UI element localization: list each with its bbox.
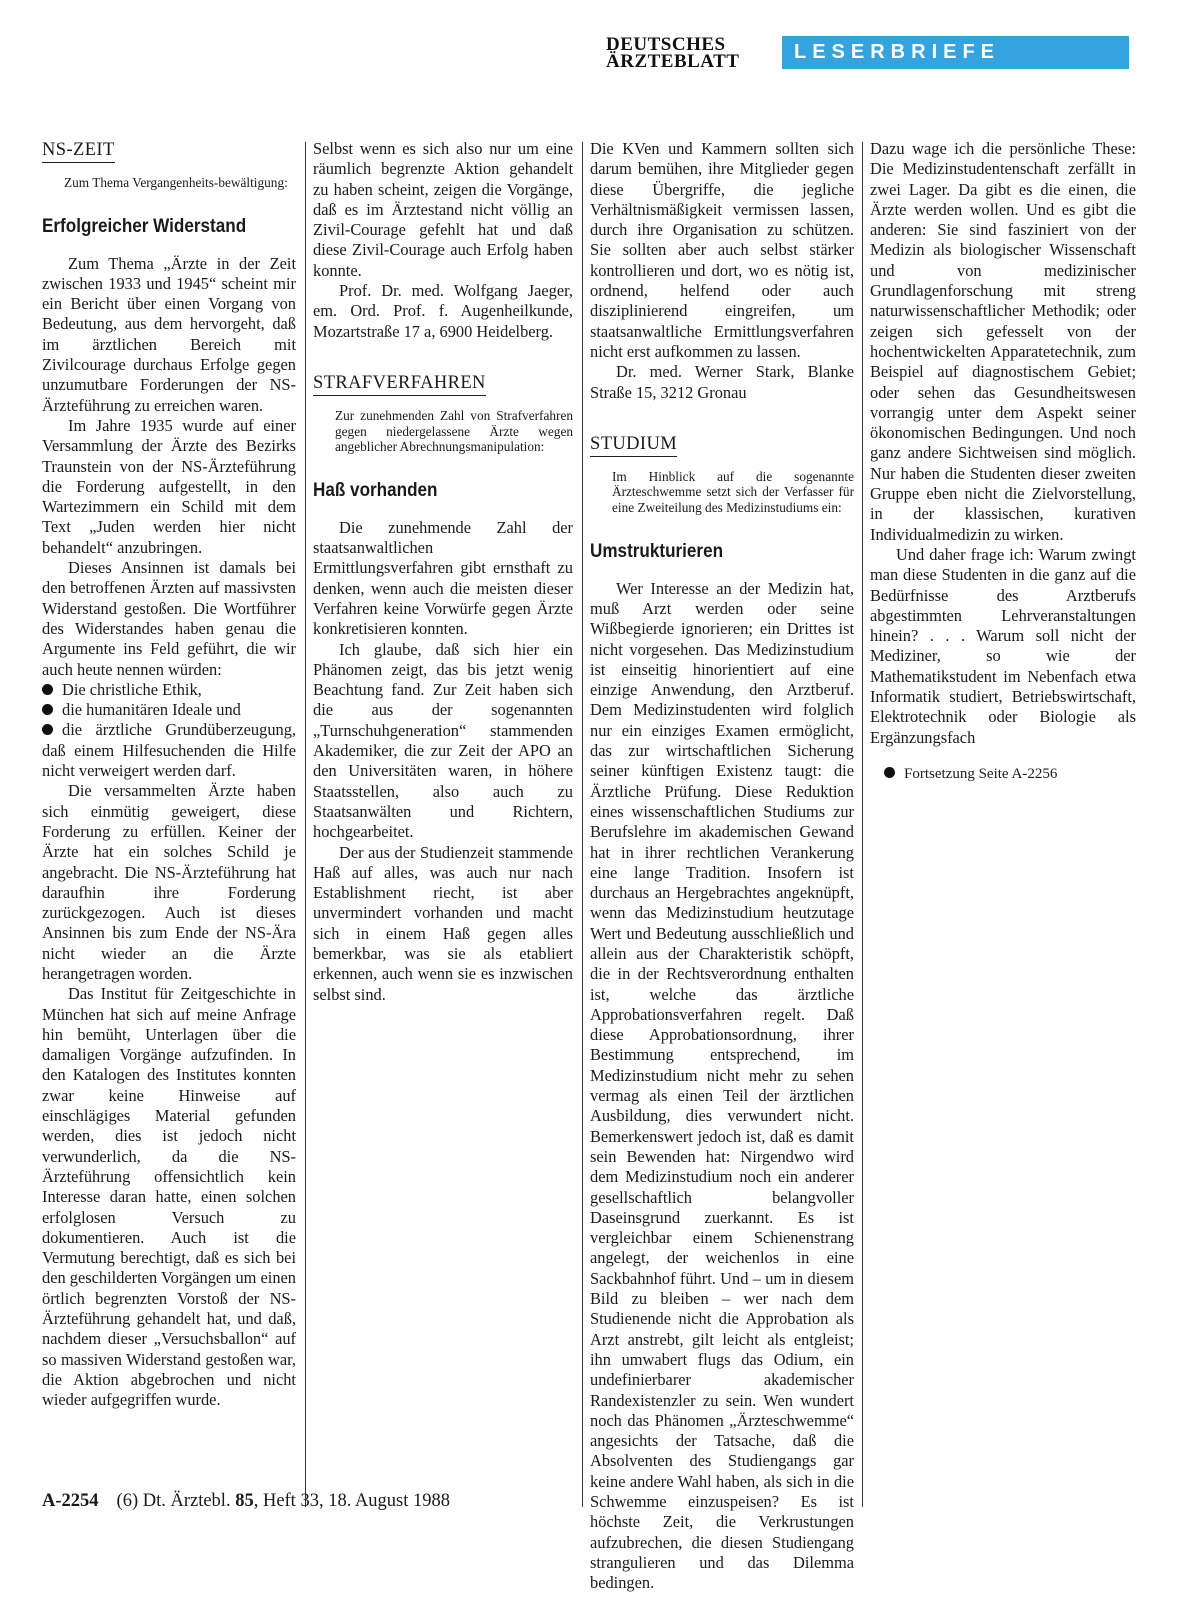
paragraph: Und daher frage ich: Warum zwingt man diese Studenten in die ganz auf die Bedürfnisse des Arztberufs abgestimmten Lehrveranstaltungen hinein? . . . Warum soll nicht der Mediziner, so wie der Mathematikstudent im Nebenfach etwa Informatik studiert, Betriebswirtschaft, Elektrotechnik oder Biologie als Ergänzungsfach <box>870 544 1136 747</box>
logo-line-1: DEUTSCHES <box>606 34 726 55</box>
section-kicker: STRAFVERFAHREN <box>313 372 486 396</box>
paragraph: Ich glaube, daß sich hier ein Phänomen zeigt, das bis jetzt wenig Beachtung fand. Zur Zeit haben sich die aus der sogenannten „Turnschuhgeneration“ stammenden Akademiker, die zur Zeit der APO an den Universitäten waren, in höhere Staatsstellen, also auch zu Staatsanwälten und Richtern, hochgearbeitet. <box>313 639 573 842</box>
article-headline: Umstrukturieren <box>590 540 724 562</box>
bullet-item <box>42 720 296 781</box>
article-teaser: Zur zunehmenden Zahl von Strafverfahren gegen niedergelassene Ärzte wegen angeblicher Abrechnungsmanipulation: <box>335 407 573 455</box>
page-number: A-2254 <box>42 1491 99 1511</box>
citation-pre: (6) Dt. Ärztebl. <box>116 1491 236 1511</box>
column-divider <box>305 142 306 1507</box>
bullet-text: die humanitären Ideale und <box>62 700 241 720</box>
bullet-text: Die christliche Ethik, <box>62 679 202 699</box>
page-footer <box>42 1490 742 1512</box>
paragraph: Im Jahre 1935 wurde auf einer Versammlung der Ärzte des Bezirks Traunstein von der NS-Ärzteführung die Forderung aufgestellt, in den Wartezimmern ein Schild mit dem Text „Juden werden hier nicht behandelt“ anzubringen. <box>42 415 296 557</box>
citation-post: , Heft 33, 18. August 1988 <box>253 1491 451 1511</box>
article-headline: Haß vorhanden <box>313 479 438 501</box>
column-4 <box>870 139 1136 1509</box>
section-rubric: LESERBRIEFE <box>782 36 1129 69</box>
article-teaser: Zum Thema Vergangenheits-bewältigung: <box>64 175 288 190</box>
bullet-item <box>42 700 296 720</box>
continuation-note <box>870 764 1136 784</box>
paragraph: Die KVen und Kammern sollten sich darum bemühen, ihre Mitglieder gegen diese Übergriffe, die jegliche Verhältnismäßigkeit vermissen lassen, durch ihre Organisation zu schützen. Sie sollten aber auch selbst stärker kontrollieren und dort, wo es nötig ist, ordnend, helfend oder auch disziplinierend eingreifen, um staatsanwaltliche Ermittlungsverfahren nicht erst aufkommen zu lassen. <box>590 139 854 361</box>
bullet-item <box>42 680 296 700</box>
bullet-icon <box>42 684 53 695</box>
bullet-icon <box>42 704 53 715</box>
paragraph: Die versammelten Ärzte haben sich einmütig geweigert, diese Forderung zu erfüllen. Keiner der Ärzte hat ein solches Schild je angebracht. Die NS-Ärzteführung hat daraufhin ihre Forderung zurückgezogen. Auch ist dieses Ansinnen bis zum Ende der NS-Ära nicht wieder an die Ärzte herangetragen worden. <box>42 781 296 983</box>
paragraph: Zum Thema „Ärzte in der Zeit zwischen 1933 und 1945“ scheint mir ein Bericht über einen Vorgang von Bedeutung, aus dem hervorgeht, daß im ärztlichen Bereich mit Zivilcourage durchaus Erfolge gegen unzumutbare Forderungen der NS-Ärzteführung zu erreichen waren. <box>42 253 296 415</box>
section-kicker: NS-ZEIT <box>42 139 115 163</box>
section-kicker: STUDIUM <box>590 433 677 457</box>
article-teaser: Im Hinblick auf die sogenannte Ärzteschwemme setzt sich der Verfasser für eine Zweiteilung des Medizinstudiums ein: <box>612 468 854 516</box>
column-3 <box>590 139 854 1593</box>
column-1 <box>42 139 296 1509</box>
bullet-text: die ärztliche Grundüberzeugung, daß einem Hilfesuchenden die Hilfe nicht verweigert werden darf. <box>42 720 296 781</box>
column-2 <box>313 139 573 1509</box>
section-spacer <box>313 342 573 372</box>
paragraph: Selbst wenn es sich also nur um eine räumlich begrenzte Aktion gehandelt zu haben scheint, zeigen die Vorgänge, daß es im Ärztestand nicht völlig an Zivil-Courage gefehlt hat und daß diese Zivil-Courage auch Erfolg haben konnte. <box>313 139 573 280</box>
volume-number: 85 <box>235 1491 254 1511</box>
bullet-icon <box>42 724 53 735</box>
paragraph: Dazu wage ich die persönliche These: Die Medizinstudentenschaft zerfällt in zwei Lager. Da gibt es die einen, die Ärzte werden wollen. Und es gibt die anderen: Sie sind fasziniert von der Medizin als biologischer Wissenschaft und von medizinischer Grundlagenforschung mit streng naturwissenschaftlicher Methodik; oder zeigen sich gefesselt von der hochentwickelten Apparatetechnik, zum Beispiel auf diagnostischem Gebiet; oder sehen das Gesundheitswesen vorrangig unter dem Aspekt seiner ökonomischen Bedingungen. Und noch ganz andere Sichtweisen sind möglich. Nur haben die Studenten dieser zweiten Gruppe eben nicht die Zielvorstellung, in der klassischen, kurativen Individualmedizin zu wirken. <box>870 139 1136 544</box>
paragraph: Der aus der Studienzeit stammende Haß auf alles, was auch nur nach Establishment riecht, ist aber unvermindert vorhanden und macht sich in einem Haß gegen alles bemerkbar, was sie als etabliert erkennen, auch wenn sie es inzwischen selbst sind. <box>313 842 573 1004</box>
column-divider <box>862 142 863 1507</box>
masthead <box>606 36 1146 76</box>
logo-line-2: ÄRZTEBLATT <box>606 51 740 72</box>
paragraph: Dieses Ansinnen ist damals bei den betroffenen Ärzten auf massivsten Widerstand gestoßen. Die Wortführer des Widerstandes haben genau die Argumente ins Feld geführt, die wir auch heute nennen würden: <box>42 558 296 679</box>
bullet-icon <box>884 767 895 778</box>
column-divider <box>582 142 583 1507</box>
section-spacer <box>590 403 854 433</box>
paragraph: Das Institut für Zeitgeschichte in München hat sich auf meine Anfrage hin bemüht, Unterlagen über die damaligen Vorgänge aufzufinden. In den Katalogen des Institutes konnten zwar keine Hinweise auf einschlägiges Material gefunden werden, dies ist jedoch nicht verwunderlich, da die NS-Ärzteführung offensichtlich kein Interesse daran hatte, einen solchen erfolglosen Versuch zu dokumentieren. Auch ist die Vermutung berechtigt, daß es sich bei den geschilderten Vorgängen um einen örtlich begrenzten Vorstoß der NS-Ärzteführung gehandelt hat, und daß, nachdem dieser „Versuchsballon“ auf so massiven Widerstand gestoßen war, die Aktion abgebrochen und nicht wieder aufgegriffen wurde. <box>42 984 296 1410</box>
continuation-text: Fortsetzung Seite A-2256 <box>904 765 1058 782</box>
journal-logo <box>606 36 774 70</box>
letter-signature: Prof. Dr. med. Wolfgang Jaeger, em. Ord. Prof. f. Augenheilkunde, Mozartstraße 17 a, 6900 Heidelberg. <box>313 281 573 341</box>
article-headline: Erfolgreicher Widerstand <box>42 215 247 237</box>
paragraph: Wer Interesse an der Medizin hat, muß Arzt werden oder seine Wißbegierde ignorieren; ein Drittes ist nicht vorgesehen. Das Medizinstudium ist einseitig hinorientiert auf eine einzige Anwendung, den Arztberuf. Dem Medizinstudenten wird folglich nur ein einziges Examen ermöglicht, das zur wirtschaftlichen Sicherung seiner künftigen Existenz taugt: die Ärztliche Prüfung. Diese Reduktion eines wissenschaftlichen Studiums zur Berufslehre im akademischen Gewand hat in ihrer rechtlichen Verankerung eine lange Tradition. Insofern ist durchaus an Hergebrachtes angeknüpft, wenn das Medizinstudium heutzutage Wert und Bedeutung ausschließlich und allein aus der Charakteristik schöpft, die in der Rechtsverordnung enthalten ist, welche das ärztliche Approbationsverfahren regelt. Daß diese Approbationsordnung, ihrer Bestimmung entsprechend, im Medizinstudium nicht mehr zu sehen vermag als einen Teil der ärztlichen Ausbildung, dies verwundert nicht. Bemerkenswert jedoch ist, daß es damit sein Bewenden hat: Nirgendwo wird dem Medizinstudium noch ein anderer gesellschaftlich belangvoller Daseinsgrund zuerkannt. Es ist vergleichbar einem Schienenstrang angelegt, der weichenlos in eine Sackbahnhof führt. Und – um in diesem Bild zu bleiben – wer nach dem Studienende nicht die Approbation als Arzt anstrebt, gilt leicht als entgleist; ihn umwabert flugs das Odium, ein undefinierbarer akademischer Randexistenzler zu sein. Wen wundert noch das Phänomen „Ärzteschwemme“ angesichts der Tatsache, daß die Absolventen des Studiengangs gar keine andere Wahl haben, als sich in die Schwemme einzuspeisen? Es ist höchste Zeit, die Verkrustungen aufzubrechen, die diesen Studiengang strangulieren und das Dilemma bedingen. <box>590 578 854 1593</box>
paragraph: Die zunehmende Zahl der staatsanwaltlichen Ermittlungsverfahren gibt ernsthaft zu denken, wenn auch die meisten dieser Verfahren keine Vorwürfe gegen Ärzte konkretisieren konnten. <box>313 517 573 639</box>
letter-signature: Dr. med. Werner Stark, Blanke Straße 15, 3212 Gronau <box>590 362 854 402</box>
